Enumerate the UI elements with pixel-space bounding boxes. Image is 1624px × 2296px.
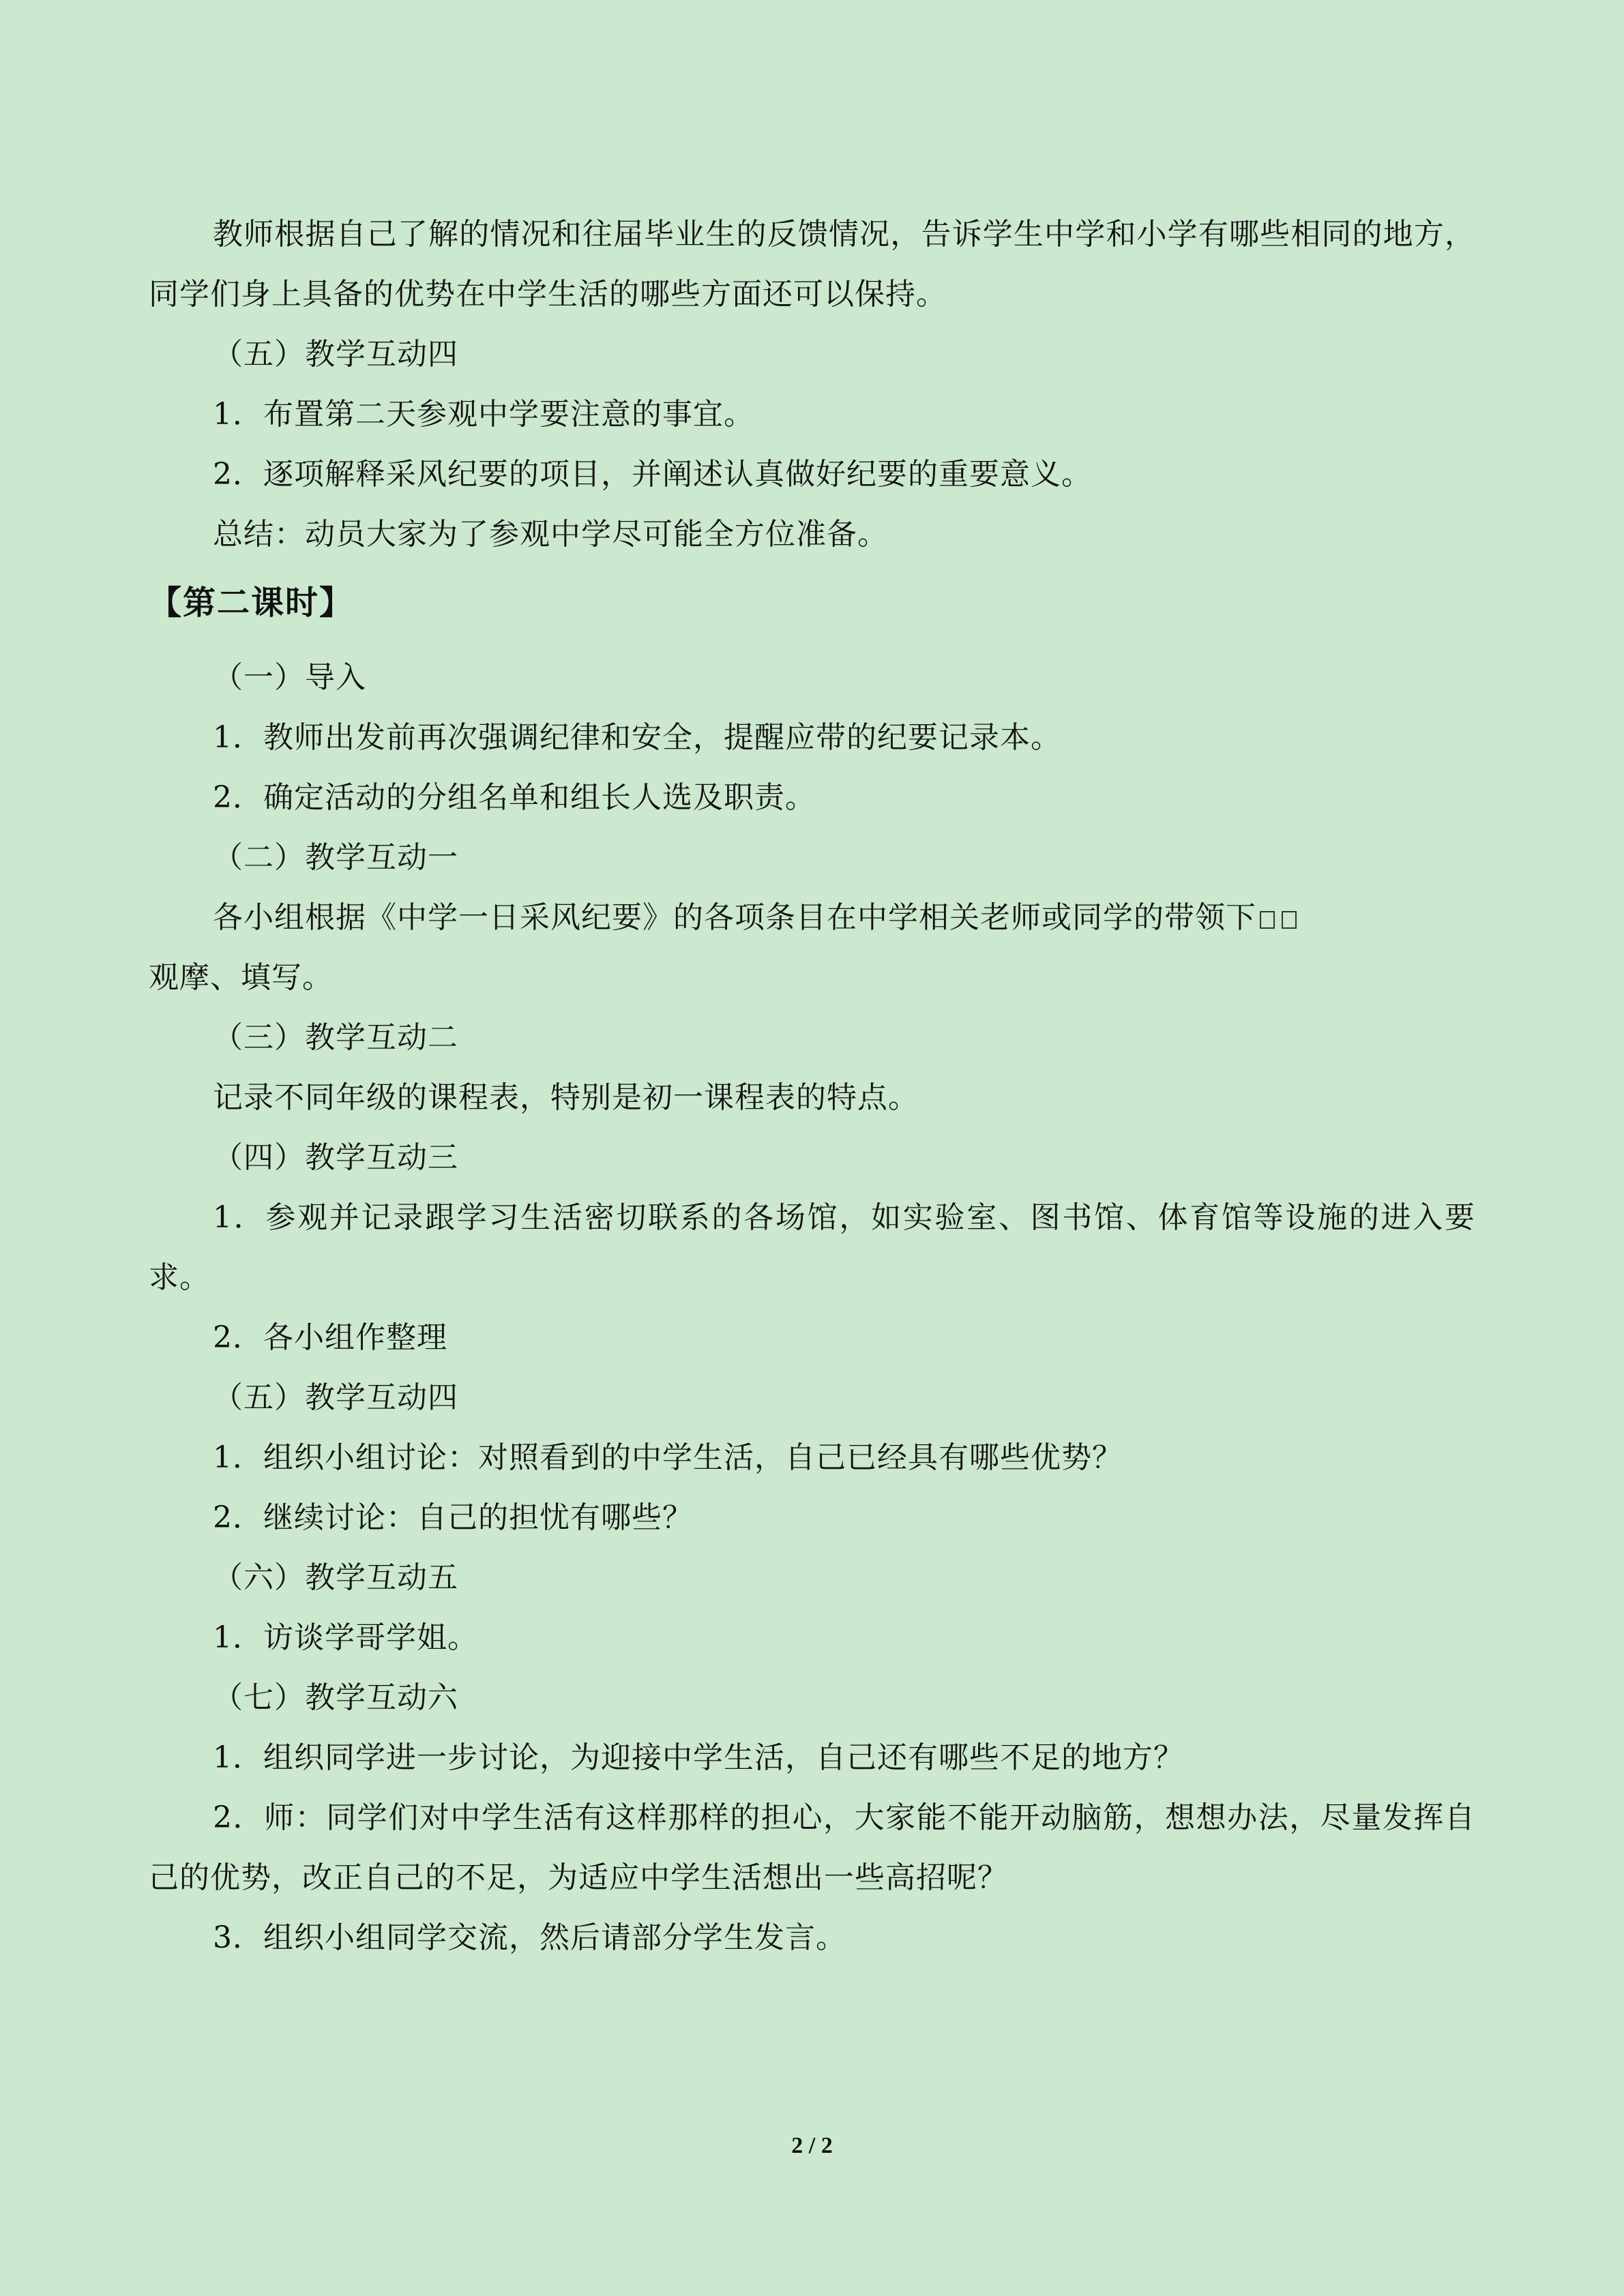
list-item: 1．组织小组讨论：对照看到的中学生活，自己已经具有哪些优势？: [213, 1440, 1123, 1475]
list-item: 2．继续讨论：自己的担忧有哪些？: [213, 1500, 693, 1535]
section-label: （三）教学互动二: [213, 1020, 458, 1055]
spacer: [149, 641, 1475, 648]
paragraph: 教师根据自己了解的情况和往届毕业生的反馈情况，告诉学生中学和小学有哪些相同的地方，同学们身上具备的优势在中学生活的哪些方面还可以保持。: [149, 217, 1475, 312]
list-item: 2．确定活动的分组名单和组长人选及职责。: [213, 780, 816, 815]
document-body: [149, 205, 1475, 1968]
list-item: 2．各小组作整理: [213, 1320, 447, 1355]
missing-glyph-icon: [1282, 911, 1297, 929]
paragraph-continuation: 观摩、填写。: [149, 960, 333, 995]
list-item: 1．教师出发前再次强调纪律和安全，提醒应带的纪要记录本。: [213, 720, 1061, 755]
section-label: （六）教学互动五: [213, 1560, 458, 1595]
list-item: 1．布置第二天参观中学要注意的事宜。: [213, 397, 754, 432]
section-heading: 【第二课时】: [149, 584, 354, 622]
list-item: 1．访谈学哥学姐。: [213, 1620, 478, 1655]
list-item: 1．参观并记录跟学习生活密切联系的各场馆，如实验室、图书馆、体育馆等设施的进入要求。: [149, 1200, 1475, 1295]
list-item: 3．组织小组同学交流，然后请部分学生发言。: [213, 1920, 846, 1955]
section-label: （四）教学互动三: [213, 1140, 458, 1175]
list-item: 2．逐项解释采风纪要的项目，并阐述认真做好纪要的重要意义。: [213, 457, 1092, 492]
list-item: 2．师：同学们对中学生活有这样那样的担心，大家能不能开动脑筋，想想办法，尽量发挥自己的优势，改正自己的不足，为适应中学生活想出一些高招呢？: [149, 1800, 1475, 1895]
paragraph: 记录不同年级的课程表，特别是初一课程表的特点。: [213, 1080, 919, 1115]
section-label: （二）教学互动一: [213, 840, 458, 875]
paragraph-text: 各小组根据《中学一日采风纪要》的各项条目在中学相关老师或同学的带领下: [213, 900, 1256, 935]
summary-paragraph: 总结：动员大家为了参观中学尽可能全方位准备。: [213, 517, 888, 552]
section-label: （七）教学互动六: [213, 1680, 458, 1715]
list-item: 1．组织同学进一步讨论，为迎接中学生活，自己还有哪些不足的地方？: [213, 1740, 1184, 1775]
missing-glyph-icon: [1260, 911, 1275, 929]
section-label: （五）教学互动四: [213, 1380, 458, 1415]
paragraph-line: [149, 888, 1475, 948]
section-label: （一）导入: [213, 660, 366, 695]
section-label: （五）教学互动四: [213, 337, 458, 372]
page-number: 2 / 2: [791, 2133, 833, 2158]
